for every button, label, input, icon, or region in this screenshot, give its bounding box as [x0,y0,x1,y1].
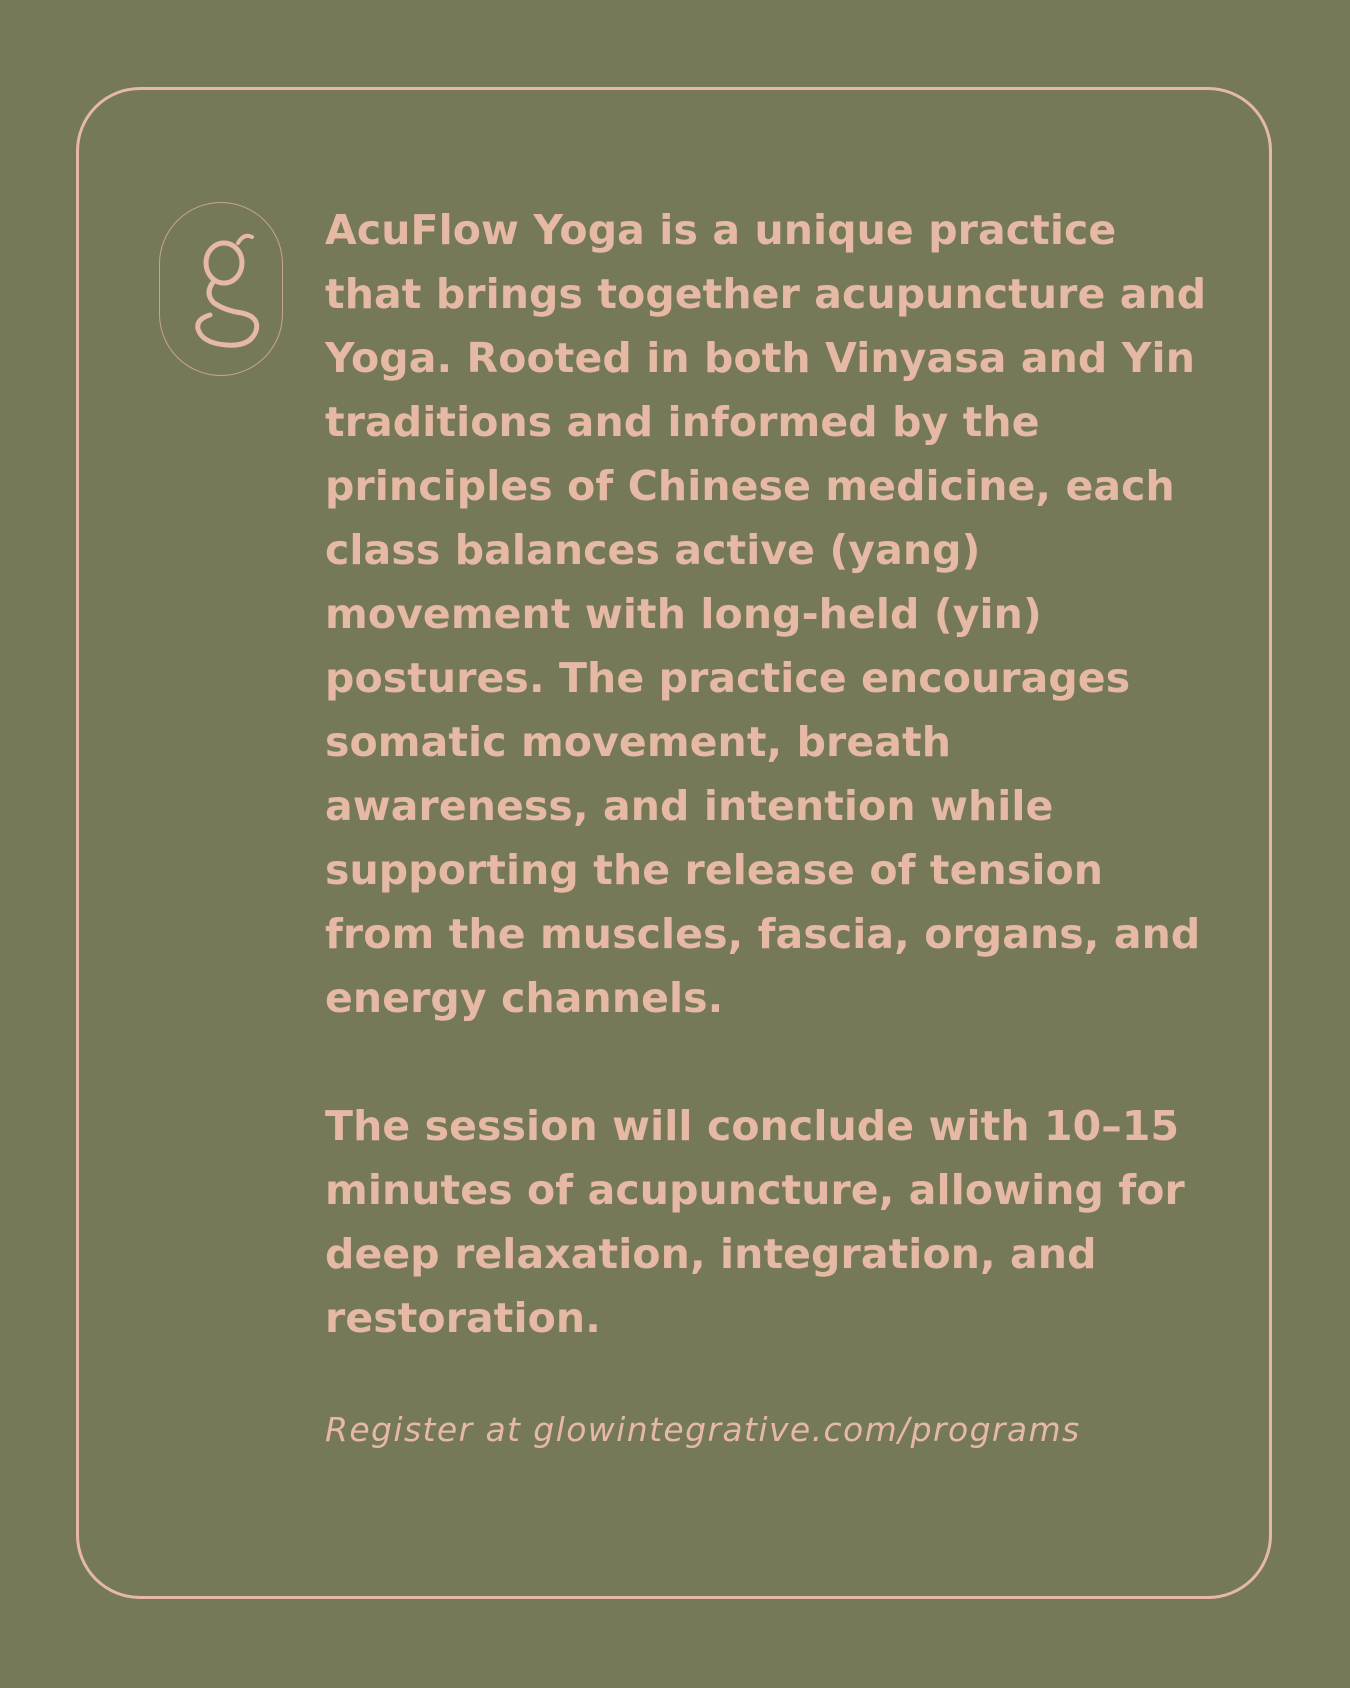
description-block [325,198,1225,1350]
description-paragraph-1 [325,198,1225,1030]
paragraph-line: minutes of acupuncture, allowing for [325,1166,1185,1214]
paragraph-line: AcuFlow Yoga is a unique practice [325,206,1117,254]
paragraph-line: movement with long-held (yin) [325,590,1042,638]
paragraph-line: principles of Chinese medicine, each [325,462,1175,510]
paragraph-line: that brings together acupuncture and [325,270,1207,318]
paragraph-line: awareness, and intention while [325,782,1054,830]
g-monogram-icon [160,203,284,377]
paragraph-line: deep relaxation, integration, and [325,1230,1097,1278]
logo-badge [159,202,283,376]
paragraph-line: The session will conclude with 10–15 [325,1102,1180,1150]
register-link-text: Register at glowintegrative.com/programs [325,1410,1081,1449]
paragraph-line: somatic movement, breath [325,718,952,766]
paragraph-line: Yoga. Rooted in both Vinyasa and Yin [325,334,1195,382]
paragraph-line: postures. The practice encourages [325,654,1131,702]
paragraph-line: class balances active (yang) [325,526,981,574]
description-paragraph-2 [325,1094,1225,1350]
paragraph-line: from the muscles, fascia, organs, and [325,910,1201,958]
paragraph-line: traditions and informed by the [325,398,1040,446]
paragraph-line: restoration. [325,1294,601,1342]
paragraph-line: supporting the release of tension [325,846,1104,894]
paragraph-line: energy channels. [325,974,724,1022]
